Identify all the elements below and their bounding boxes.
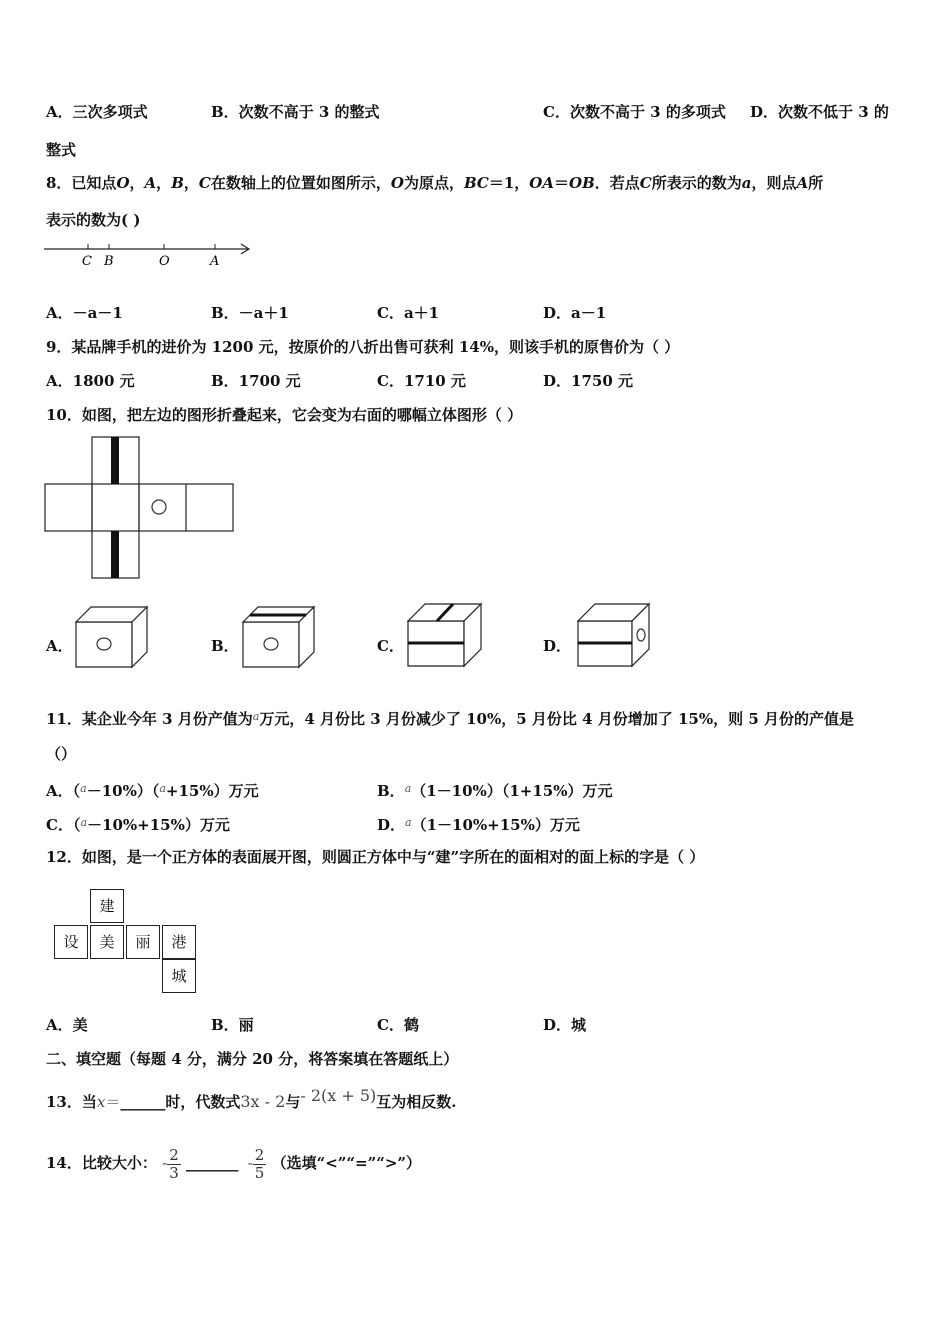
axis-label-a: A [210,254,220,269]
fraction-2-3: $\frac{2}{3}$ [169,1145,179,1182]
fraction-2-5: $\frac{2}{5}$ [254,1145,265,1182]
q7-option-d: D．次数不低于 3 的 [750,103,889,121]
q9-option-c: C．1710 元 [377,372,466,390]
q9-question: 9．某品牌手机的进价为 1200 元，按原价的八折出售可获利 14%，则该手机的原售价为（ ） [46,338,680,356]
cube-c [407,603,483,667]
q7-option-b: B．次数不高于 3 的整式 [211,103,380,121]
cube-b [242,606,318,668]
q8-question-cont: 表示的数为( ) [46,211,141,229]
q7-option-d-continued: 整式 [46,141,77,159]
q10-option-a: A． [46,637,73,655]
q11-question-cont: （） [46,745,77,763]
net-cell-mei: 美 [90,925,124,959]
q9-option-a: A．1800 元 [46,372,135,390]
q10-option-c: C． [377,637,404,655]
q8-option-d: D．a－1 [543,304,607,322]
q13-answer-blank[interactable]: ______ [120,1093,166,1111]
q12-option-c: C．鹤 [377,1016,419,1034]
cube-net-figure [44,437,236,581]
net-cell-gang: 港 [162,925,196,959]
q12-option-a: A．美 [46,1016,88,1034]
q8-question: 8．已知点O，A，B，C在数轴上的位置如图所示，O为原点，BC＝1，OA＝OB．若点C所表示的数为a，则点A所 [46,174,824,192]
net-cell-she: 设 [54,925,88,959]
number-line [44,238,254,272]
q11-option-c: C．（$^a$－10%+15%）万元 [46,816,230,834]
q8-option-b: B．－a＋1 [211,304,289,322]
q7-option-a: A．三次多项式 [46,103,148,121]
axis-label-c: C [82,254,92,269]
q14-question: 14．比较大小： - $\frac{2}{3}$ _______ - $\frac{2}{5}$ （选填“<”“=”“>”） [46,1145,422,1182]
net-cell-cheng: 城 [162,959,196,993]
q12-option-d: D．城 [543,1016,587,1034]
q13-question: 13．当x＝______时，代数式3x - 2与- 2(x + 5)互为相反数. [46,1086,457,1111]
q12-question: 12．如图，是一个正方体的表面展开图，则圆正方体中与“建”字所在的面相对的面上标的字是（ ） [46,848,705,866]
axis-label-b: B [104,254,114,269]
q9-option-d: D．1750 元 [543,372,633,390]
cube-a [75,606,151,668]
q11-question: 11．某企业今年 3 月份产值为$^a$万元，4 月份比 3 月份减少了 10%，5 月份比 4 月份增加了 15%，则 5 月份的产值是 [46,710,854,728]
q7-option-c: C．次数不高于 3 的多项式 [543,103,726,121]
q9-option-b: B．1700 元 [211,372,301,390]
q11-option-b: B．$^a$（1－10%）（1+15%）万元 [377,782,613,800]
section-2-heading: 二、填空题（每题 4 分，满分 20 分，将答案填在答题纸上） [46,1050,459,1068]
q10-option-b: B． [211,637,239,655]
q11-option-d: D．$^a$（1－10%+15%）万元 [377,816,580,834]
cube-d [577,603,653,667]
q11-option-a: A．（$^a$－10%）（$^a$+15%）万元 [46,782,259,800]
q14-answer-blank[interactable]: _______ [185,1154,239,1172]
q8-option-c: C．a＋1 [377,304,440,322]
q10-option-d: D． [543,637,572,655]
q10-question: 10．如图，把左边的图形折叠起来，它会变为右面的哪幅立体图形（ ） [46,406,523,424]
q8-option-a: A．－a－1 [46,304,123,322]
net-cell-jian: 建 [90,889,124,923]
net-cell-li: 丽 [126,925,160,959]
q12-option-b: B．丽 [211,1016,254,1034]
axis-label-o: O [159,254,170,269]
